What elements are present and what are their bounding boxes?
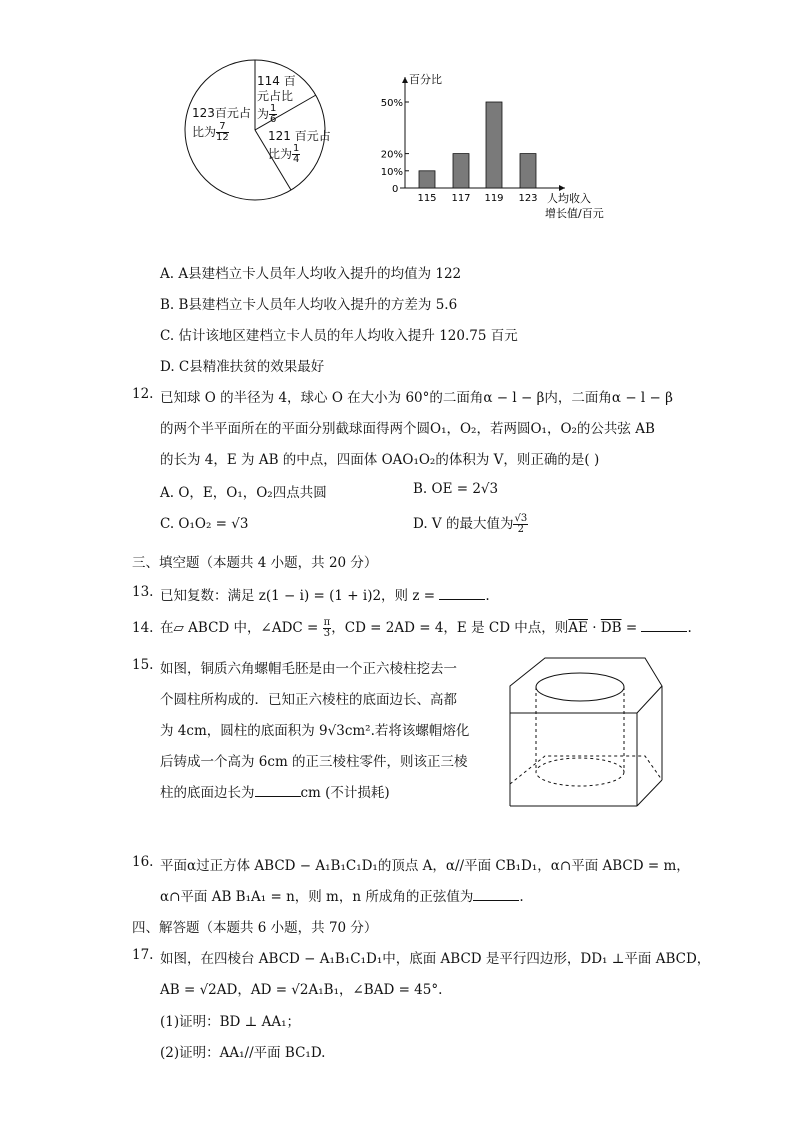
q11-option-c: C. 估计该地区建档立卡人员的年人均收入提升 120.75 百元 xyxy=(160,328,518,344)
q15-line-5-post: cm (不计损耗) xyxy=(300,785,390,801)
section-4-heading: 四、解答题（本题共 6 小题，共 70 分） xyxy=(132,920,378,936)
pie-label-114 xyxy=(257,74,296,125)
q13-text xyxy=(160,584,490,604)
q13-stem: 已知复数：满足 z(1 − i) = (1 + i)2，则 z = xyxy=(160,588,440,604)
q13-end: . xyxy=(485,588,490,604)
bar xyxy=(520,154,536,188)
x-axis-label-1: 人均收入 xyxy=(547,192,591,205)
pie-label-114-c: 为 xyxy=(257,107,270,121)
q15-line-1: 如图，铜质六角螺帽毛胚是由一个正六棱柱挖去一 xyxy=(160,661,457,677)
q16-line-2-post: . xyxy=(519,889,524,905)
q11-option-d: D. C县精准扶贫的效果最好 xyxy=(160,359,325,375)
nut-top-face xyxy=(510,658,662,713)
q12-option-d-prefix: D. V 的最大值为 xyxy=(413,516,514,532)
pie-frac-121-n: 1 xyxy=(293,143,300,154)
y-tick-label: 10% xyxy=(380,166,403,178)
q15-line-4: 后铸成一个高为 6cm 的正三棱柱零件，则该正三棱 xyxy=(160,754,468,770)
pie-label-123-b-row xyxy=(192,122,251,143)
q16-line-1: 平面α过正方体 ABCD − A₁B₁C₁D₁的顶点 A，α//平面 CB₁D₁，α∩平面 ABCD = m， xyxy=(160,858,690,874)
nut-bottom-hidden xyxy=(510,756,662,784)
pie-label-121 xyxy=(268,128,331,165)
q12-option-b: B. OE = 2√3 xyxy=(413,481,499,497)
bar xyxy=(486,102,502,188)
q14-mid: ，CD = 2AD = 4，E 是 CD 中点，则 xyxy=(331,620,569,636)
pie-label-123-a: 123百元占 xyxy=(192,106,251,120)
bar-chart xyxy=(370,65,620,225)
q14-frac-n: π xyxy=(323,617,331,628)
pie-label-114-b: 元占比 xyxy=(257,89,294,103)
y-axis-label: 百分比 xyxy=(409,73,442,86)
q11-option-b: B. B县建档立卡人员年人均收入提升的方差为 5.6 xyxy=(160,297,458,313)
q14-dot: · xyxy=(587,620,601,636)
q15-line-5-pre: 柱的底面边长为 xyxy=(160,785,255,801)
pie-label-114-a: 114 百 xyxy=(257,74,296,88)
x-axis-label-2: 增长值/百元 xyxy=(545,207,604,220)
q14-text xyxy=(160,616,692,639)
pie-label-114-c-row xyxy=(257,104,296,125)
q15-answer-blank[interactable] xyxy=(255,784,301,797)
q12-option-d xyxy=(413,512,528,535)
pie-frac-121 xyxy=(292,144,300,165)
x-axis-arrow xyxy=(559,185,565,191)
pie-frac-114-d: 6 xyxy=(270,114,277,125)
y-axis-arrow xyxy=(402,77,408,83)
q12-option-d-frac-n: √3 xyxy=(514,513,528,524)
y-tick-label: 20% xyxy=(380,149,403,161)
q12-option-d-frac xyxy=(513,514,528,535)
q14-eq: = xyxy=(621,620,642,636)
pie-label-121-b-row xyxy=(268,144,331,165)
x-tick-label: 123 xyxy=(518,193,538,204)
q16-number: 16. xyxy=(132,854,154,870)
q14-frac xyxy=(323,618,332,639)
pie-frac-123-n: 7 xyxy=(216,122,229,133)
q15-line-5 xyxy=(160,781,390,801)
x-tick-label: 117 xyxy=(451,193,471,204)
q13-number: 13. xyxy=(132,584,154,600)
cylinder-bottom xyxy=(536,758,624,786)
x-tick-label: 115 xyxy=(417,193,437,204)
nut-bottom-right xyxy=(637,780,662,806)
q17-part-2: (2)证明：AA₁//平面 BC₁D. xyxy=(160,1045,326,1061)
q16-answer-blank[interactable] xyxy=(473,888,519,901)
q12-line-3: 的长为 4，E 为 AB 的中点，四面体 OAO₁O₂的体积为 V，则正确的是( ) xyxy=(160,452,600,468)
q17-part-1: (1)证明：BD ⊥ AA₁； xyxy=(160,1014,301,1030)
q17-line-1: 如图，在四棱台 ABCD − A₁B₁C₁D₁中，底面 ABCD 是平行四边形，DD₁ ⊥平面 ABCD， xyxy=(160,951,711,967)
q17-number: 17. xyxy=(132,947,154,963)
q16-line-2-pre: α∩平面 AB B₁A₁ = n，则 m，n 所成角的正弦值为 xyxy=(160,889,474,905)
origin-label: 0 xyxy=(392,184,399,195)
bar xyxy=(453,154,469,188)
x-tick-label: 119 xyxy=(484,193,504,204)
pie-frac-123-d: 12 xyxy=(216,132,229,143)
cylinder-top xyxy=(536,673,624,701)
q14-end: . xyxy=(687,620,692,636)
q16-line-2 xyxy=(160,885,524,905)
q17-line-2: AB = √2AD，AD = √2A₁B₁，∠BAD = 45°. xyxy=(160,982,443,998)
q14-answer-blank[interactable] xyxy=(641,619,687,632)
q12-line-2: 的两个半平面所在的平面分别截球面得两个圆O₁，O₂，若两圆O₁，O₂的公共弦 AB xyxy=(160,421,655,437)
q15-line-2: 个圆柱所构成的．已知正六棱柱的底面边长、高都 xyxy=(160,692,457,708)
bar xyxy=(419,171,435,188)
q14-vector-db: $\overline{DB}$ xyxy=(600,620,622,636)
q14-frac-d: 3 xyxy=(323,628,331,639)
q12-option-d-frac-d: 2 xyxy=(517,524,525,535)
pie-label-121-a: 121 百元占 xyxy=(268,129,331,143)
q12-number: 12. xyxy=(132,386,154,402)
q12-option-a: A. O，E，O₁，O₂四点共圆 xyxy=(160,485,327,501)
pie-label-121-b: 比为 xyxy=(268,147,293,161)
q12-line-1: 已知球 O 的半径为 4，球心 O 在大小为 60°的二面角α − l − β内，二面角α − l − β xyxy=(160,390,673,406)
q14-pre: 在▱ ABCD 中，∠ADC = xyxy=(160,620,323,636)
q15-number: 15. xyxy=(132,657,154,673)
pie-label-123 xyxy=(192,104,251,143)
pie-frac-114-n: 1 xyxy=(270,103,277,114)
q14-number: 14. xyxy=(132,620,154,636)
pie-label-123-b: 比为 xyxy=(192,125,217,139)
pie-frac-114 xyxy=(269,104,277,125)
q11-option-a: A. A县建档立卡人员年人均收入提升的均值为 122 xyxy=(160,266,462,282)
q12-option-c: C. O₁O₂ = √3 xyxy=(160,516,249,532)
pie-frac-123 xyxy=(216,122,229,143)
hexagonal-nut-figure xyxy=(490,652,670,812)
pie-frac-121-d: 4 xyxy=(293,154,300,165)
q15-line-3: 为 4cm，圆柱的底面积为 9√3cm².若将该螺帽熔化 xyxy=(160,723,470,739)
y-tick-label: 50% xyxy=(380,98,403,109)
section-3-heading: 三、填空题（本题共 4 小题，共 20 分） xyxy=(132,555,378,571)
q13-answer-blank[interactable] xyxy=(439,587,485,600)
q14-vector-ae: $\overline{AE}$ xyxy=(568,620,588,636)
